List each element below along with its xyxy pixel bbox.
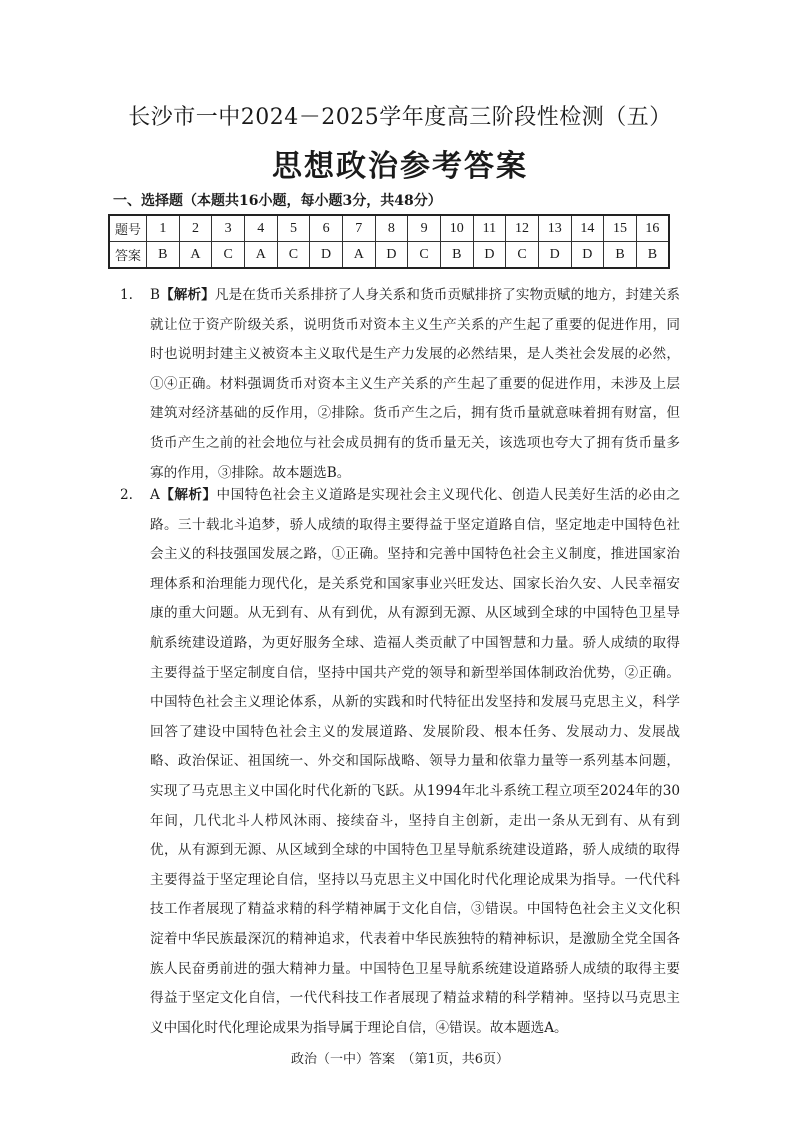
question-number-cell: 8 [375, 215, 408, 242]
page-title: 思想政治参考答案 [272, 149, 528, 184]
question-number-cell: 9 [408, 215, 441, 242]
explanation-text: 中国特色社会主义道路是实现社会主义现代化、创造人民美好生活的必由之路。三十载北斗追梦，骄人成绩的取得主要得益于坚定道路自信，坚定地走中国特色社会主义的科技强国发展之路，①正确。坚持和完善中国特色社会主义制度，推进国家治理体系和治理能力现代化，是关系党和国家事业兴旺发达、国家长治久安、人民幸福安康的重大问题。从无到有、从有到优，从有源到无源、从区域到全球的中国特色卫星导航系统建设道路，为更好服务全球、造福人类贡献了中国智慧和力量。骄人成绩的取得主要得益于坚定制度自信，坚持中国共产党的领导和新型举国体制政治优势，②正确。中国特色社会主义理论体系，从新的实践和时代特征出发坚持和发展马克思主义，科学回答了建设中国特色社会主义的发展道路、发展阶段、根本任务、发展动力、发展战略、政治保证、祖国统一、外交和国际战略、领导力量和依靠力量等一系列基本问题，实现了马克思主义中国化时代化新的飞跃。从1994年北斗系统工程立项至2024年的30年间，几代北斗人栉风沐雨、接续奋斗，坚持自主创新，走出一条从无到有、从有到优，从有源到无源、从区域到全球的中国特色卫星导航系统建设道路，骄人成绩的取得主要得益于坚定理论自信，坚持以马克思主义中国化时代化理论成果为指导。一代代科技工作者展现了精益求精的科学精神属于文化自信，③错误。中国特色社会主义文化积淀着中华民族最深沉的精神追求，代表着中华民族独特的精神标识，是激励全党全国各族人民奋勇前进的强大精神力量。中国特色卫星导航系统建设道路骄人成绩的取得主要得益于坚定文化自信，一代代科技工作者展现了精益求精的科学精神。坚持以马克思主义中国化时代化理论成果为指导属于理论自信，④错误。故本题选A。 [150, 487, 681, 1036]
question-number-row [109, 215, 669, 242]
answer-cell: C [408, 242, 441, 269]
answer-cell: C [212, 242, 245, 269]
question-number-cell: 5 [277, 215, 310, 242]
answer-cell: C [277, 242, 310, 269]
answer-row [109, 242, 669, 269]
answer-cell: D [310, 242, 343, 269]
answer-cell: A [244, 242, 277, 269]
answer-table [108, 214, 670, 269]
answer-cell: D [473, 242, 506, 269]
analysis-tag: 【解析】 [160, 287, 215, 303]
question-number-cell: 14 [571, 215, 604, 242]
exam-title: 长沙市一中2024－2025学年度高三阶段性检测（五） [128, 105, 672, 130]
answer-cell: B [440, 242, 473, 269]
row-label-answer: 答案 [109, 242, 147, 269]
answer-letter: B [150, 287, 160, 303]
explanation-body [150, 281, 680, 488]
question-number-cell: 11 [473, 215, 506, 242]
answer-cell: A [179, 242, 212, 269]
answer-cell: D [571, 242, 604, 269]
question-number: 1. [120, 287, 133, 303]
question-number-cell: 3 [212, 215, 245, 242]
answer-cell: D [375, 242, 408, 269]
explanation-text: 凡是在货币关系排挤了人身关系和货币贡赋排挤了实物贡赋的地方，封建关系就让位于资产阶级关系，说明货币对资本主义生产关系的产生起了重要的促进作用，同时也说明封建主义被资本主义取代是生产力发展的必然结果，是人类社会发展的必然，①④正确。材料强调货币对资本主义生产关系的产生起了重要的促进作用，未涉及上层建筑对经济基础的反作用，②排除。货币产生之后，拥有货币量就意味着拥有财富，但货币产生之前的社会地位与社会成员拥有的货币量无关，该选项也夸大了拥有货币量多寡的作用，③排除。故本题选B。 [150, 287, 680, 481]
answer-cell: D [538, 242, 571, 269]
question-number-cell: 12 [506, 215, 539, 242]
question-number-cell: 16 [636, 215, 669, 242]
answer-cell: A [342, 242, 375, 269]
answer-cell: C [506, 242, 539, 269]
question-explanation-2 [120, 481, 680, 1043]
page-footer: 政治（一中）答案 （第1页，共6页） [290, 1052, 510, 1067]
question-explanation-1 [120, 281, 680, 488]
answer-letter: A [150, 487, 160, 503]
answer-cell: B [147, 242, 180, 269]
question-number-cell: 13 [538, 215, 571, 242]
question-number-cell: 10 [440, 215, 473, 242]
row-label-number: 题号 [109, 215, 147, 242]
question-number-cell: 15 [604, 215, 637, 242]
answer-cell: B [604, 242, 637, 269]
section-heading: 一、选择题（本题共16小题，每小题3分，共48分） [113, 193, 442, 209]
explanation-body [150, 481, 680, 1043]
question-number-cell: 2 [179, 215, 212, 242]
question-number-cell: 7 [342, 215, 375, 242]
answer-cell: B [636, 242, 669, 269]
analysis-tag: 【解析】 [159, 487, 217, 503]
question-number-cell: 1 [147, 215, 180, 242]
question-number-cell: 4 [244, 215, 277, 242]
question-number: 2. [120, 487, 133, 503]
question-number-cell: 6 [310, 215, 343, 242]
